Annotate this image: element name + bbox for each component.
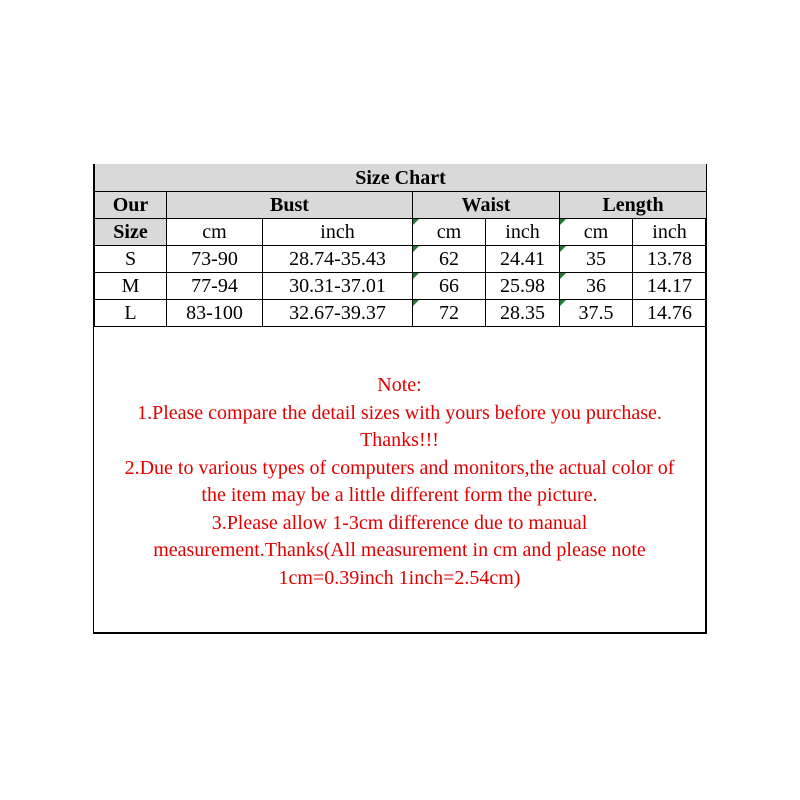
header-size: Size [95,219,167,246]
note-line: 1cm=0.39inch 1inch=2.54cm) [278,566,521,589]
cell-waist-inch: 28.35 [486,300,560,327]
unit-bust-inch: inch [263,219,413,246]
cell-waist-inch: 24.41 [486,246,560,273]
size-chart-table [94,164,707,327]
note-line: Thanks!!! [360,429,439,451]
note-block [94,372,705,592]
note-heading: Note: [377,374,422,396]
note-line: the item may be a little different form the picture. [201,484,598,506]
header-our: Our [95,192,167,219]
header-row-units [95,219,707,246]
header-bust: Bust [167,192,413,219]
table-row-l [95,300,707,327]
cell-waist-inch: 25.98 [486,273,560,300]
note-line: measurement.Thanks(All measurement in cm and please note [153,539,646,561]
note-line: 1.Please compare the detail sizes with yours before you purchase. [137,401,662,424]
cell-waist-cm: 62 [413,246,486,273]
note-line: 2.Due to various types of computers and monitors,the actual color of [124,456,675,479]
unit-bust-cm: cm [167,219,263,246]
cell-waist-cm: 66 [413,273,486,300]
cell-length-cm: 37.5 [560,300,633,327]
table-row-s [95,246,707,273]
cell-bust-cm: 73-90 [167,246,263,273]
table-row-m [95,273,707,300]
cell-size: M [95,273,167,300]
cell-bust-inch: 28.74-35.43 [263,246,413,273]
cell-bust-cm: 83-100 [167,300,263,327]
cell-waist-cm: 72 [413,300,486,327]
cell-length-cm: 35 [560,246,633,273]
unit-length-inch: inch [633,219,707,246]
cell-bust-cm: 77-94 [167,273,263,300]
unit-length-cm: cm [560,219,633,246]
header-length: Length [560,192,707,219]
table-title-row [95,164,707,192]
header-row-groups [95,192,707,219]
cell-bust-inch: 32.67-39.37 [263,300,413,327]
cell-length-inch: 13.78 [633,246,707,273]
cell-length-inch: 14.17 [633,273,707,300]
cell-length-cm: 36 [560,273,633,300]
cell-length-inch: 14.76 [633,300,707,327]
table-title: Size Chart [95,164,707,192]
note-line: 3.Please allow 1-3cm difference due to manual [211,511,588,534]
cell-size: L [95,300,167,327]
cell-size: S [95,246,167,273]
unit-waist-cm: cm [413,219,486,246]
unit-waist-inch: inch [486,219,560,246]
header-waist: Waist [413,192,560,219]
size-chart-sheet [93,164,707,634]
cell-bust-inch: 30.31-37.01 [263,273,413,300]
